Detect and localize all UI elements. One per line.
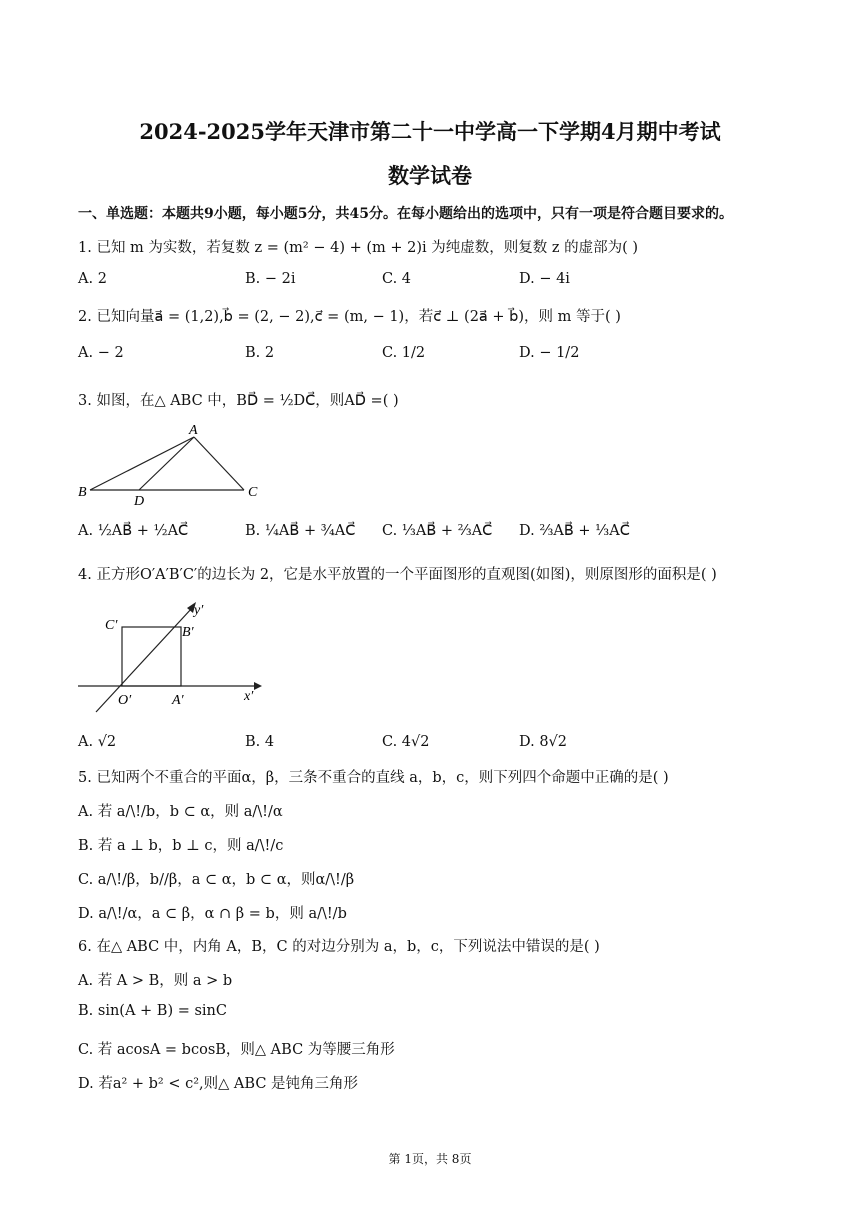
q6-stem: 6. 在△ ABC 中，内角 A，B，C 的对边分别为 a，b，c，下列说法中错误的是( ) (78, 939, 600, 955)
q5-option-d: D. a/\!/α，a ⊂ β，α ∩ β = b，则 a/\!/b (78, 906, 347, 922)
fig3-label-a: A (189, 423, 198, 438)
q3-option-a: A. ½AB⃗ + ½AC⃗ (78, 523, 189, 539)
q4-option-c: C. 4√2 (382, 734, 430, 750)
q4-option-b: B. 4 (245, 734, 275, 750)
fig3-label-c: C (248, 485, 258, 500)
q4-option-d: D. 8√2 (519, 734, 568, 750)
q6-option-d: D. 若a² + b² < c²,则△ ABC 是钝角三角形 (78, 1076, 359, 1092)
section-heading: 一、单选题：本题共9小题，每小题5分，共45分。在每小题给出的选项中，只有一项是符合题目要求的。 (78, 206, 733, 222)
q6-option-a: A. 若 A > B，则 a > b (78, 973, 233, 989)
q6-option-c: C. 若 acosA = bcosB，则△ ABC 为等腰三角形 (78, 1042, 395, 1058)
exam-subtitle: 数学试卷 (388, 163, 472, 188)
q4-option-a: A. √2 (78, 734, 117, 750)
fig4-label-c: C′ (105, 618, 118, 633)
q1-option-d: D. − 4i (519, 271, 570, 287)
q2-option-d: D. − 1/2 (519, 345, 580, 361)
fig4-label-o: O′ (118, 693, 132, 708)
square-intuitive-figure (74, 596, 274, 720)
q5-option-c: C. a/\!/β，b//β，a ⊂ α，b ⊂ α，则α/\!/β (78, 872, 355, 888)
fig4-label-y: y′ (194, 603, 204, 618)
fig3-label-b: B (78, 485, 87, 500)
fig4-label-b: B′ (182, 625, 194, 640)
q1-option-c: C. 4 (382, 271, 412, 287)
q2-stem: 2. 已知向量a⃗ = (1,2),b⃗ = (2, − 2),c⃗ = (m, − 1)，若c⃗ ⊥ (2a⃗ + b⃗)，则 m 等于( ) (78, 309, 621, 325)
q1-stem: 1. 已知 m 为实数，若复数 z = (m² − 4) + (m + 2)i 为纯虚数，则复数 z 的虚部为( ) (78, 240, 639, 256)
q3-option-b: B. ¼AB⃗ + ¾AC⃗ (245, 523, 356, 539)
q3-stem: 3. 如图，在△ ABC 中，BD⃗ = ½DC⃗，则AD⃗ =( ) (78, 393, 399, 409)
q4-stem: 4. 正方形O′A′B′C′的边长为 2，它是水平放置的一个平面图形的直观图(如图)，则原图形的面积是( ) (78, 567, 717, 583)
q2-option-b: B. 2 (245, 345, 275, 361)
q1-option-b: B. − 2i (245, 271, 296, 287)
page-footer: 第 1页，共 8页 (388, 1152, 472, 1166)
exam-title: 2024-2025学年天津市第二十一中学高一下学期4月期中考试 (139, 119, 721, 144)
q5-option-b: B. 若 a ⊥ b，b ⊥ c，则 a/\!/c (78, 838, 284, 854)
q5-stem: 5. 已知两个不重合的平面α，β，三条不重合的直线 a，b，c，则下列四个命题中正确的是( ) (78, 770, 669, 786)
fig3-label-d: D (134, 494, 145, 509)
q3-option-d: D. ⅔AB⃗ + ⅓AC⃗ (519, 523, 630, 539)
fig4-label-a: A′ (172, 693, 184, 708)
q2-option-a: A. − 2 (78, 345, 124, 361)
triangle-abc-figure (74, 420, 274, 510)
q5-option-a: A. 若 a/\!/b，b ⊂ α，则 a/\!/α (78, 804, 283, 820)
q6-option-b: B. sin(A + B) = sinC (78, 1003, 227, 1019)
fig4-label-x: x′ (244, 689, 254, 704)
q1-option-a: A. 2 (78, 271, 107, 287)
q2-option-c: C. 1/2 (382, 345, 426, 361)
q3-option-c: C. ⅓AB⃗ + ⅔AC⃗ (382, 523, 493, 539)
